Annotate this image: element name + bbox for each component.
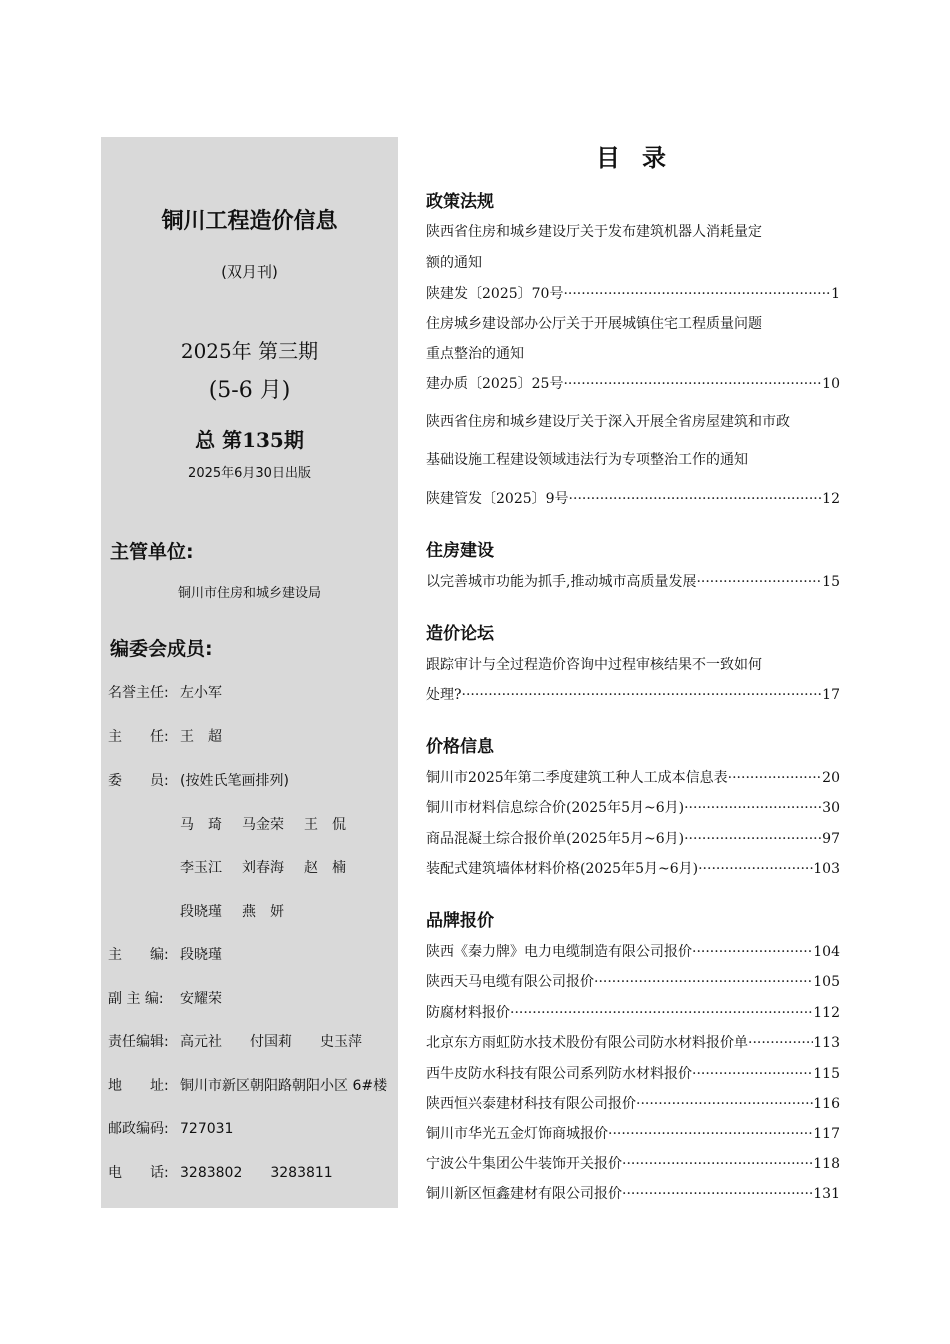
member-name: 马 琦	[180, 817, 222, 833]
toc-entry-title: 宁波公牛集团公牛装饰开关报价	[426, 1156, 622, 1172]
toc-entry-title: 商品混凝土综合报价单(2025年5月~6月)	[426, 831, 685, 847]
section-policy-heading: 政策法规	[426, 192, 494, 212]
publication-frequency: (双月刊)	[221, 263, 278, 281]
deputy-editor-row	[108, 988, 222, 1008]
toc-entry-title: 处理?	[426, 687, 462, 703]
toc-page-number: 17	[822, 687, 840, 703]
toc-entry-title[interactable]: 陕西省住房和城乡建设厅关于深入开展全省房屋建筑和市政	[426, 414, 790, 430]
toc-page-number: 116	[813, 1096, 840, 1112]
toc-entry[interactable]	[426, 686, 840, 704]
address-row	[108, 1075, 387, 1095]
toc-entry-title: 北京东方雨虹防水技术股份有限公司防水材料报价单	[426, 1035, 748, 1051]
leader-dots	[569, 490, 823, 508]
toc-page-number: 117	[813, 1126, 840, 1142]
leader-dots	[563, 375, 822, 393]
toc-entry-title: 防腐材料报价	[426, 1005, 510, 1021]
toc-entry[interactable]	[426, 830, 840, 848]
toc-entry[interactable]	[426, 799, 840, 817]
postcode-label: 邮政编码:	[108, 1121, 169, 1137]
toc-entry-title: 铜川市华光五金灯饰商城报价	[426, 1126, 608, 1142]
phone-value: 3283802 3283811	[180, 1165, 333, 1181]
toc-entry[interactable]	[426, 1125, 840, 1143]
address-label: 地 址:	[108, 1078, 169, 1094]
host-organization: 铜川市住房和城乡建设局	[177, 586, 321, 601]
toc-entry[interactable]	[426, 375, 840, 393]
member-name: 刘春海	[242, 860, 284, 876]
phone-label: 电 话:	[108, 1165, 169, 1181]
deputy-editor-label: 副 主 编:	[108, 991, 164, 1007]
publish-date: 2025年6月30日出版	[188, 466, 311, 481]
total-issue: 总 第135期	[195, 428, 304, 452]
toc-entry[interactable]	[426, 490, 840, 508]
leader-dots	[622, 1185, 813, 1203]
toc-entry-title[interactable]: 跟踪审计与全过程造价咨询中过程审核结果不一致如何	[426, 657, 762, 673]
deputy-editor-value: 安耀荣	[180, 991, 222, 1007]
toc-entry[interactable]	[426, 973, 840, 991]
toc-entry[interactable]	[426, 943, 840, 961]
leader-dots	[684, 799, 822, 817]
leader-dots	[608, 1125, 813, 1143]
toc-entry-title[interactable]: 额的通知	[426, 255, 482, 271]
honorary-director-value: 左小军	[180, 685, 222, 701]
section-brand-heading: 品牌报价	[426, 911, 494, 931]
toc-entry-title: 以完善城市功能为抓手,推动城市高质量发展	[426, 574, 697, 590]
toc-page-number: 12	[822, 491, 840, 507]
toc-entry-title: 装配式建筑墙体材料价格(2025年5月~6月)	[426, 861, 699, 877]
director-row	[108, 726, 222, 746]
section-forum-heading: 造价论坛	[426, 624, 494, 644]
leader-dots	[594, 973, 813, 991]
toc-page-number: 10	[822, 376, 840, 392]
toc-entry-title: 陕西天马电缆有限公司报价	[426, 974, 594, 990]
responsible-editors-label: 责任编辑:	[108, 1034, 169, 1050]
leader-dots	[692, 943, 813, 961]
toc-entry[interactable]	[426, 1185, 840, 1203]
honorary-director-row	[108, 682, 222, 702]
director-value: 王 超	[180, 729, 222, 745]
responsible-editors-row	[108, 1031, 362, 1051]
toc-entry[interactable]	[426, 1095, 840, 1113]
leader-dots	[622, 1155, 813, 1173]
toc-entry-title: 陕西恒兴泰建材科技有限公司报价	[426, 1096, 636, 1112]
members-note: (按姓氏笔画排列)	[180, 773, 289, 789]
editor-row	[108, 944, 222, 964]
member-name: 王 侃	[304, 817, 346, 833]
phone-row	[108, 1162, 333, 1182]
toc-entry-title[interactable]: 重点整治的通知	[426, 346, 524, 362]
toc-page-number: 112	[813, 1005, 840, 1021]
member-name: 燕 妍	[242, 904, 284, 920]
leader-dots	[684, 830, 822, 848]
toc-entry-title: 铜川市材料信息综合价(2025年5月~6月)	[426, 800, 685, 816]
toc-entry-title[interactable]: 住房城乡建设部办公厅关于开展城镇住宅工程质量问题	[426, 316, 762, 332]
toc-entry-title: 陕西《秦力牌》电力电缆制造有限公司报价	[426, 944, 692, 960]
toc-entry[interactable]	[426, 860, 840, 878]
leader-dots	[692, 1065, 813, 1083]
leader-dots	[696, 573, 822, 591]
toc-page-number: 113	[813, 1035, 840, 1051]
postcode-row	[108, 1118, 233, 1138]
postcode-value: 727031	[180, 1121, 234, 1137]
toc-page-number: 1	[831, 286, 840, 302]
journal-title: 铜川工程造价信息	[161, 209, 338, 234]
leader-dots	[563, 285, 831, 303]
member-name: 马金荣	[242, 817, 284, 833]
toc-page-number: 103	[813, 861, 840, 877]
toc-page-number: 97	[822, 831, 840, 847]
section-price-heading: 价格信息	[426, 737, 494, 757]
leader-dots	[636, 1095, 813, 1113]
toc-entry[interactable]	[426, 285, 840, 303]
toc-page-number: 131	[813, 1186, 840, 1202]
toc-entry[interactable]	[426, 1065, 840, 1083]
toc-entry[interactable]	[426, 769, 840, 787]
toc-page-number: 20	[822, 770, 840, 786]
member-name: 李玉江	[180, 860, 222, 876]
toc-page-number: 104	[813, 944, 840, 960]
host-heading: 主管单位:	[110, 541, 194, 563]
committee-heading: 编委会成员:	[110, 638, 213, 660]
editor-value: 段晓瑾	[180, 947, 222, 963]
members-names-1	[180, 814, 366, 834]
toc-entry-title: 铜川新区恒鑫建材有限公司报价	[426, 1186, 622, 1202]
leader-dots	[510, 1004, 813, 1022]
member-name: 段晓瑾	[180, 904, 222, 920]
director-label: 主 任:	[108, 729, 169, 745]
leader-dots	[698, 860, 813, 878]
toc-page-number: 118	[813, 1156, 840, 1172]
toc-entry-ref: 建办质〔2025〕25号	[426, 376, 564, 392]
toc-entry-title[interactable]: 陕西省住房和城乡建设厅关于发布建筑机器人消耗量定	[426, 224, 762, 240]
toc-entry[interactable]	[426, 1004, 840, 1022]
toc-page-number: 30	[822, 800, 840, 816]
leader-dots	[728, 769, 823, 787]
toc-page-number: 115	[813, 1066, 840, 1082]
members-names-2	[180, 857, 366, 877]
toc-entry-ref: 陕建管发〔2025〕9号	[426, 491, 569, 507]
members-names-3	[180, 901, 304, 921]
leader-dots	[748, 1034, 813, 1052]
toc-entry-ref: 陕建发〔2025〕70号	[426, 286, 564, 302]
editor-label: 主 编:	[108, 947, 169, 963]
members-row	[108, 770, 289, 790]
toc-entry-title: 铜川市2025年第二季度建筑工种人工成本信息表	[426, 770, 728, 786]
toc-entry[interactable]	[426, 1155, 840, 1173]
toc-entry-title[interactable]: 基础设施工程建设领域违法行为专项整治工作的通知	[426, 452, 748, 468]
toc-entry[interactable]	[426, 573, 840, 591]
toc-entry[interactable]	[426, 1034, 840, 1052]
toc-title: 目录	[596, 144, 688, 172]
section-housing-heading: 住房建设	[426, 541, 494, 561]
toc-page-number: 105	[813, 974, 840, 990]
responsible-editors-value: 高元社 付国莉 史玉萍	[180, 1034, 362, 1050]
masthead-panel	[101, 137, 398, 1208]
toc-entry-title: 西牛皮防水科技有限公司系列防水材料报价	[426, 1066, 692, 1082]
toc-page-number: 15	[822, 574, 840, 590]
honorary-director-label: 名誉主任:	[108, 685, 169, 701]
issue-months: (5-6 月)	[208, 378, 291, 403]
address-value: 铜川市新区朝阳路朝阳小区 6#楼	[180, 1078, 388, 1094]
members-label: 委 员:	[108, 773, 169, 789]
leader-dots	[462, 686, 823, 704]
member-name: 赵 楠	[304, 860, 346, 876]
issue-year: 2025年 第三期	[180, 339, 319, 363]
